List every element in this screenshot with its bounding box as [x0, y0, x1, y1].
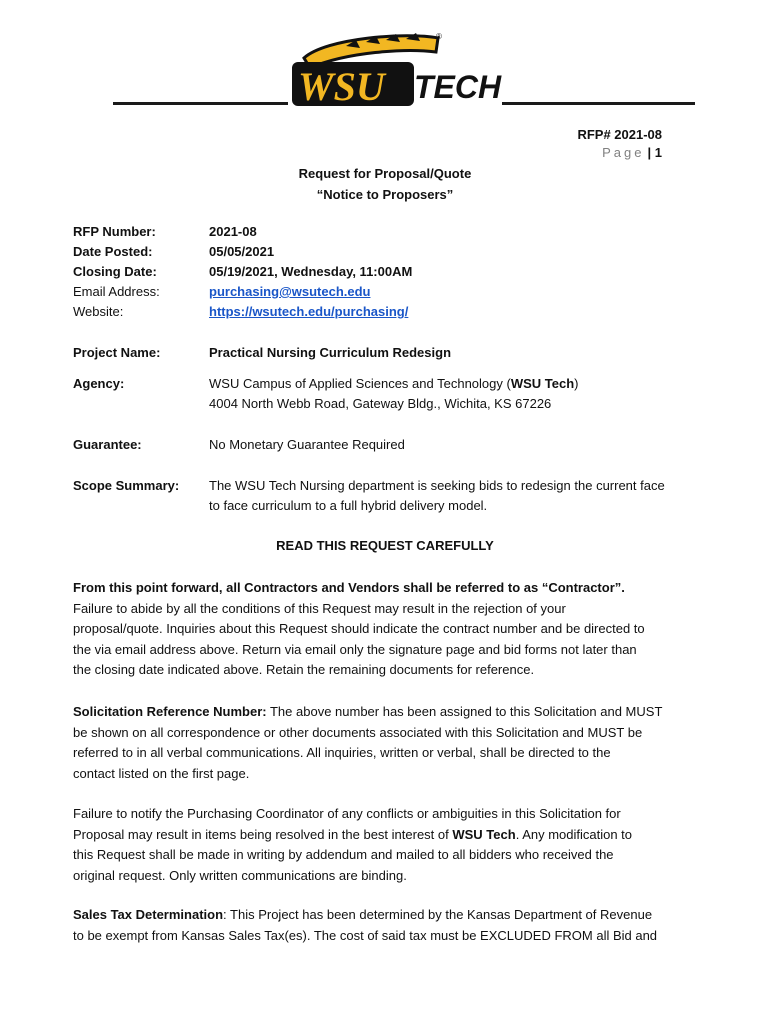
- solicitation-line-1-text: The above number has been assigned to this Solicitation and MUST: [266, 704, 663, 719]
- agency-address: 4004 North Webb Road, Gateway Bldg., Wichita, KS 67226: [209, 396, 552, 411]
- failure-line-4: original request. Only written communications are binding.: [73, 867, 407, 883]
- page-separator: |: [647, 145, 652, 160]
- rfp-reference: RFP# 2021-08: [577, 127, 662, 142]
- failure-line-2-post: . Any modification to: [515, 826, 633, 842]
- guarantee-value: No Monetary Guarantee Required: [209, 437, 405, 452]
- website-link[interactable]: https://wsutech.edu/purchasing/: [209, 304, 409, 319]
- contractor-line-1: Failure to abide by all the conditions of this Request may result in the rejection of your: [73, 600, 566, 616]
- sales-tax-line-2: to be exempt from Kansas Sales Tax(es). The cost of said tax must be EXCLUDED FROM all Bid and: [73, 927, 658, 943]
- email-link[interactable]: purchasing@wsutech.edu: [209, 284, 371, 299]
- registered-mark: ®: [436, 32, 442, 41]
- guarantee-label: Guarantee:: [73, 437, 142, 452]
- project-name-value: Practical Nursing Curriculum Redesign: [209, 345, 452, 360]
- failure-line-1: Failure to notify the Purchasing Coordinator of any conflicts or ambiguities in this Solicitation for: [73, 806, 621, 821]
- title-line-1: Request for Proposal/Quote: [298, 166, 472, 181]
- page-number: 1: [654, 145, 662, 160]
- paragraph-failure: [73, 804, 698, 886]
- closing-date-label: Closing Date:: [73, 264, 157, 279]
- contractor-line-3: the via email address above. Return via email only the signature page and bid forms not later than: [73, 641, 637, 657]
- failure-line-2-pre: Proposal may result in items being resolved in the best interest of: [73, 826, 453, 842]
- closing-date-value: 05/19/2021, Wednesday, 11:00AM: [209, 264, 413, 279]
- solicitation-heading: Solicitation Reference Number:: [73, 704, 267, 719]
- page-label: Page: [602, 145, 645, 160]
- project-name-label: Project Name:: [73, 345, 161, 360]
- scope-value: [209, 476, 704, 516]
- email-label: Email Address:: [73, 284, 160, 299]
- field-scope: [73, 476, 713, 518]
- rfp-number-value: 2021-08: [209, 224, 257, 239]
- agency-line1-pre: WSU Campus of Applied Sciences and Technology (: [209, 376, 511, 391]
- logo-wsu-text: WSU: [298, 64, 385, 109]
- scope-label: Scope Summary:: [73, 478, 180, 493]
- solicitation-line-4: contact listed on the first page.: [73, 765, 250, 781]
- paragraph-contractor: [73, 578, 698, 681]
- contractor-line-2: proposal/quote. Inquiries about this Request should indicate the contract number and be directed to: [73, 621, 645, 637]
- failure-line-2: [73, 825, 698, 846]
- date-posted-label: Date Posted:: [73, 244, 153, 259]
- sales-tax-heading: Sales Tax Determination: [73, 907, 224, 922]
- failure-line-2-bold: WSU Tech: [452, 826, 516, 842]
- logo-tech-text: TECH: [414, 69, 502, 105]
- solicitation-line-2: be shown on all correspondence or other documents associated with this Solicitation and MUST be: [73, 724, 643, 740]
- scope-line-2: to face curriculum to a full hybrid delivery model.: [209, 498, 488, 513]
- contractor-line-4: the closing date indicated above. Retain the remaining documents for reference.: [73, 662, 535, 678]
- failure-line-3: this Request shall be made in writing by addendum and mailed to all bidders who received the: [73, 847, 614, 863]
- paragraph-sales-tax: [73, 905, 698, 946]
- title-line-2: “Notice to Proposers”: [316, 187, 454, 202]
- field-agency: [73, 374, 713, 416]
- website-label: Website:: [73, 304, 124, 319]
- agency-label: Agency:: [73, 376, 125, 391]
- sales-tax-line-1-text: : This Project has been determined by the Kansas Department of Revenue: [223, 907, 653, 922]
- header-rule-left: [113, 102, 288, 105]
- wsu-tech-logo: [286, 28, 506, 122]
- agency-value: [209, 374, 709, 414]
- agency-line1-post: ): [574, 376, 579, 391]
- page-number-line: [602, 145, 662, 160]
- agency-line1-bold: WSU Tech: [510, 376, 575, 391]
- contractor-heading: From this point forward, all Contractors and Vendors shall be referred to as “Contractor”.: [73, 580, 625, 595]
- date-posted-value: 05/05/2021: [209, 244, 275, 259]
- solicitation-line-3: referred to in all verbal communications. All inquiries, written or verbal, shall be directed to the: [73, 745, 611, 761]
- document-title: [0, 163, 770, 205]
- header-rule-right: [502, 102, 695, 105]
- sales-tax-line-1: [73, 905, 698, 926]
- read-carefully-heading: READ THIS REQUEST CAREFULLY: [276, 538, 494, 553]
- scope-line-1: The WSU Tech Nursing department is seeking bids to redesign the current face: [209, 478, 665, 493]
- rfp-number-label: RFP Number:: [73, 224, 156, 239]
- solicitation-line-1: [73, 702, 698, 723]
- paragraph-solicitation: [73, 702, 698, 784]
